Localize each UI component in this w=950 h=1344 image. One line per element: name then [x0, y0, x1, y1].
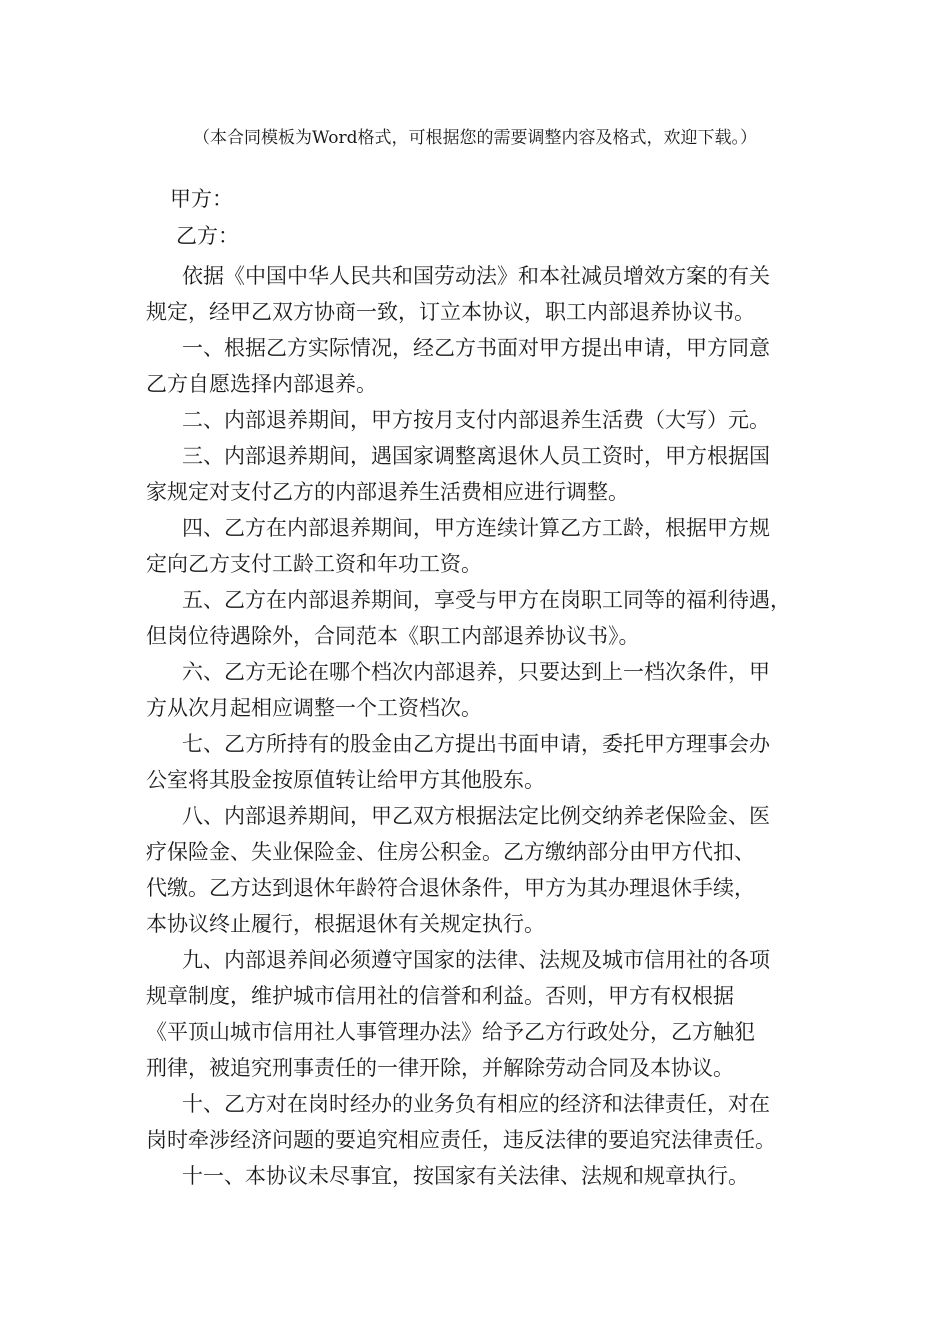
paragraph-line: 家规定对支付乙方的内部退养生活费相应进行调整。: [146, 480, 629, 504]
agreement-paragraph: [146, 1086, 806, 1158]
paragraph-line: 三、内部退养期间，遇国家调整离退休人员工资时，甲方根据国: [182, 444, 770, 468]
paragraph-line: 乙方自愿选择内部退养。: [146, 372, 377, 396]
agreement-paragraph: [146, 582, 806, 654]
paragraph-line: 规章制度，维护城市信用社的信誉和利益。否则，甲方有权根据: [146, 984, 734, 1008]
agreement-paragraph: [146, 654, 806, 726]
agreement-paragraph: [146, 942, 806, 1086]
agreement-paragraph: [146, 1158, 806, 1194]
paragraph-line: 六、乙方无论在哪个档次内部退养，只要达到上一档次条件，甲: [182, 660, 770, 684]
paragraph-line: 刑律，被追究刑事责任的一律开除，并解除劳动合同及本协议。: [146, 1056, 734, 1080]
agreement-paragraph: [146, 510, 806, 582]
party-b-label: 乙方：: [176, 224, 239, 248]
paragraph-line: 二、内部退养期间，甲方按月支付内部退养生活费（大写）元。: [182, 408, 770, 432]
paragraph-line: 四、乙方在内部退养期间，甲方连续计算乙方工龄，根据甲方规: [182, 516, 770, 540]
paragraph-line: 依据《中国中华人民共和国劳动法》和本社减员增效方案的有关: [182, 264, 770, 288]
paragraph-line: 代缴。乙方达到退休年龄符合退休条件，甲方为其办理退休手续，: [146, 876, 755, 900]
agreement-paragraph: [146, 330, 806, 402]
agreement-paragraph: [146, 798, 806, 942]
agreement-paragraph: [146, 402, 806, 438]
template-note: （本合同模板为Word格式，可根据您的需要调整内容及格式，欢迎下载。）: [192, 128, 758, 148]
paragraph-line: 本协议终止履行，根据退休有关规定执行。: [146, 912, 545, 936]
paragraph-line: 疗保险金、失业保险金、住房公积金。乙方缴纳部分由甲方代扣、: [146, 840, 755, 864]
paragraph-line: 五、乙方在内部退养期间，享受与甲方在岗职工同等的福利待遇，: [182, 588, 791, 612]
paragraph-line: 方从次月起相应调整一个工资档次。: [146, 696, 482, 720]
paragraph-line: 规定，经甲乙双方协商一致，订立本协议，职工内部退养协议书。: [146, 300, 755, 324]
agreement-paragraph: [146, 438, 806, 510]
paragraph-line: 八、内部退养期间，甲乙双方根据法定比例交纳养老保险金、医: [182, 804, 770, 828]
paragraph-line: 一、根据乙方实际情况，经乙方书面对甲方提出申请，甲方同意: [182, 336, 770, 360]
paragraph-line: 七、乙方所持有的股金由乙方提出书面申请，委托甲方理事会办: [182, 732, 770, 756]
party-a-label: 甲方：: [170, 187, 233, 211]
paragraph-line: 公室将其股金按原值转让给甲方其他股东。: [146, 768, 545, 792]
paragraph-line: 九、内部退养间必须遵守国家的法律、法规及城市信用社的各项: [182, 948, 770, 972]
paragraph-line: 定向乙方支付工龄工资和年功工资。: [146, 552, 482, 576]
paragraph-line: 《平顶山城市信用社人事管理办法》给予乙方行政处分，乙方触犯: [146, 1020, 755, 1044]
paragraph-line: 但岗位待遇除外，合同范本《职工内部退养协议书》。: [146, 624, 640, 648]
agreement-paragraph: [146, 726, 806, 798]
paragraph-line: 十一、本协议未尽事宜，按国家有关法律、法规和规章执行。: [182, 1164, 749, 1188]
paragraph-line: 十、乙方对在岗时经办的业务负有相应的经济和法律责任，对在: [182, 1092, 770, 1116]
agreement-paragraph: [146, 258, 806, 330]
paragraph-line: 岗时牵涉经济问题的要追究相应责任，违反法律的要追究法律责任。: [146, 1128, 776, 1152]
agreement-body: [146, 258, 806, 1194]
